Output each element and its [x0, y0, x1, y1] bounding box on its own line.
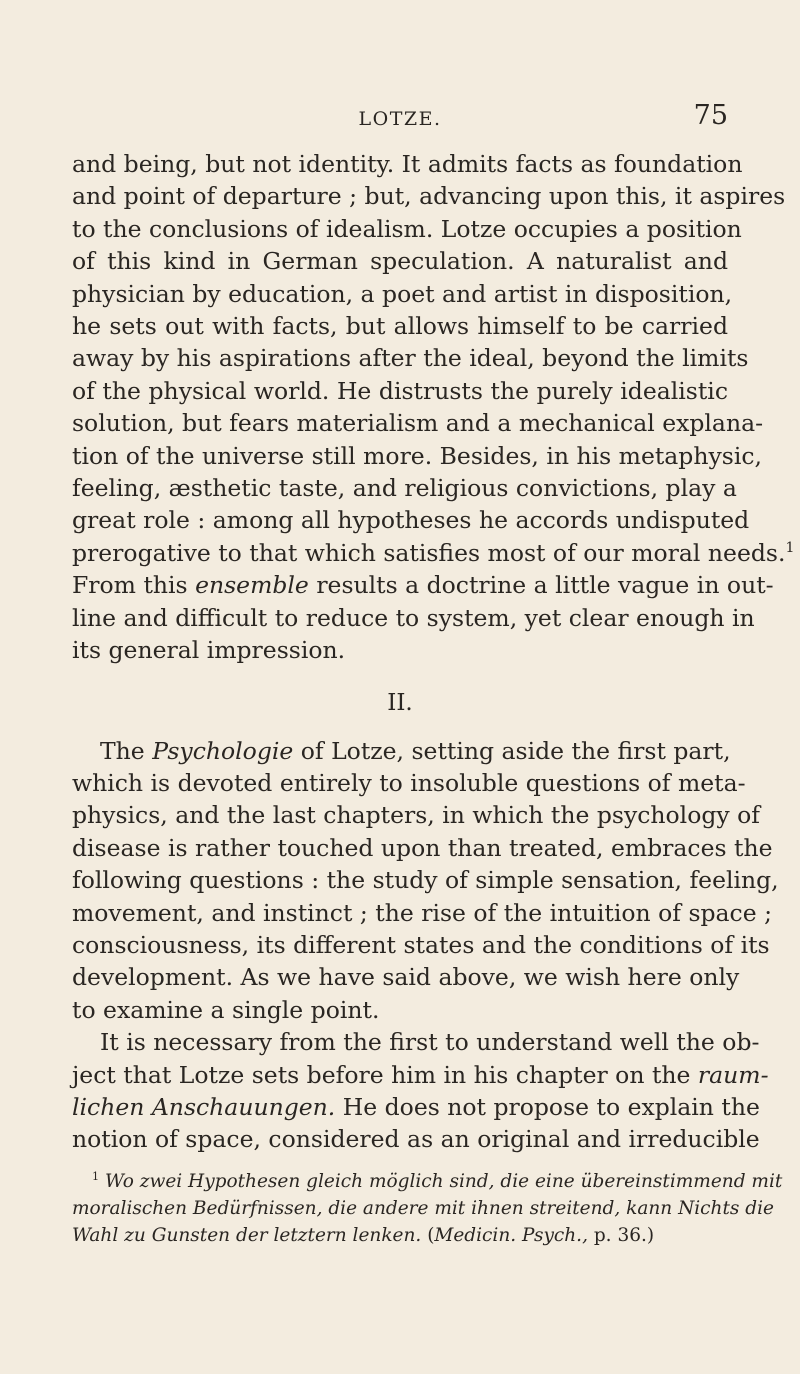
text-line: disease is rather touched upon than treated, embraces the: [72, 833, 773, 862]
text-line: physics, and the last chapters, in which the psychology of: [72, 801, 760, 830]
text-line: [72, 537, 795, 569]
page-number: 75: [693, 100, 728, 131]
text-line: of this kind in German speculation. A naturalist and: [72, 247, 728, 276]
text-fragment: He does not propose to explain the: [335, 1092, 760, 1121]
body-text: [72, 148, 795, 1249]
text-line: [72, 735, 731, 767]
text-line: notion of space, considered as an original and irreducible: [72, 1125, 760, 1154]
section-heading: II.: [387, 689, 413, 716]
text-fragment: of Lotze, setting aside the first part,: [293, 736, 731, 765]
footnote-text: Wahl zu Gunsten der letztern lenken.: [72, 1224, 422, 1246]
text-line: to the conclusions of idealism. Lotze occupies a position: [72, 214, 742, 243]
text-line: solution, but fears materialism and a mechanical explana-: [72, 409, 764, 438]
text-line: consciousness, its different states and the conditions of its: [72, 930, 770, 959]
citation-rest: p. 36.): [587, 1224, 655, 1246]
text-line: which is devoted entirely to insoluble questions of meta-: [72, 768, 746, 797]
footnote-line: [72, 1168, 783, 1195]
text-line: its general impression.: [72, 636, 346, 665]
footnote-text: Wo zwei Hypothesen gleich möglich sind, die eine übereinstimmend mit: [104, 1170, 783, 1192]
text-line: [72, 1059, 769, 1091]
footnote-reference: 1: [785, 540, 795, 557]
text-line: to examine a single point.: [72, 995, 380, 1024]
footnote-text: moralischen Bedürfnissen, die andere mit ihnen streitend, kann Nichts die: [72, 1197, 774, 1219]
text-line: [72, 1091, 760, 1123]
italic-term: Psychologie: [152, 736, 294, 765]
running-title: LOTZE.: [358, 108, 442, 130]
footnote-marker: 1: [92, 1169, 100, 1183]
text-line: away by his aspirations after the ideal, beyond the limits: [72, 344, 749, 373]
text-line: movement, and instinct ; the rise of the intuition of space ;: [72, 898, 773, 927]
paragraph: [72, 148, 795, 667]
text-line: following questions : the study of simple sensation, feeling,: [72, 866, 779, 895]
running-head: [68, 96, 732, 136]
paragraph: [72, 735, 779, 1027]
text-line: great role : among all hypotheses he accords undisputed: [72, 506, 750, 535]
paragraph: [72, 1026, 769, 1156]
footnote: [72, 1168, 783, 1249]
text-line: [72, 569, 774, 601]
footnote-line: [72, 1195, 774, 1222]
text-line: feeling, æsthetic taste, and religious convictions, play a: [72, 474, 737, 503]
text-fragment: ject that Lotze sets before him in his chapter on the: [72, 1060, 698, 1089]
text-fragment: From this: [72, 571, 196, 600]
text-fragment: results a doctrine a little vague in out-: [308, 571, 774, 600]
text-line: and point of departure ; but, advancing upon this, it aspires: [72, 182, 786, 211]
italic-term: lichen Anschauungen.: [72, 1092, 336, 1121]
italic-term: raum-: [697, 1060, 769, 1089]
citation-paren: (: [427, 1224, 435, 1246]
text-line: and being, but not identity. It admits facts as foundation: [72, 150, 743, 178]
text-line: he sets out with facts, but allows himself to be carried: [72, 312, 728, 341]
text-line: development. As we have said above, we wish here only: [72, 963, 740, 992]
italic-term: ensemble: [195, 571, 309, 600]
text-line: line and difficult to reduce to system, yet clear enough in: [72, 603, 755, 632]
citation-title: Medicin. Psych.,: [434, 1224, 588, 1246]
text-line: It is necessary from the first to understand well the ob-: [100, 1028, 760, 1057]
footnote-line: [72, 1222, 728, 1249]
text-line: tion of the universe still more. Besides, in his metaphysic,: [72, 441, 762, 470]
text-fragment: The: [100, 736, 153, 765]
text-line: of the physical world. He distrusts the purely idealistic: [72, 376, 728, 405]
text-fragment: prerogative to that which satisfies most of our moral needs.: [72, 538, 786, 567]
text-line: physician by education, a poet and artist in disposition,: [72, 279, 733, 308]
